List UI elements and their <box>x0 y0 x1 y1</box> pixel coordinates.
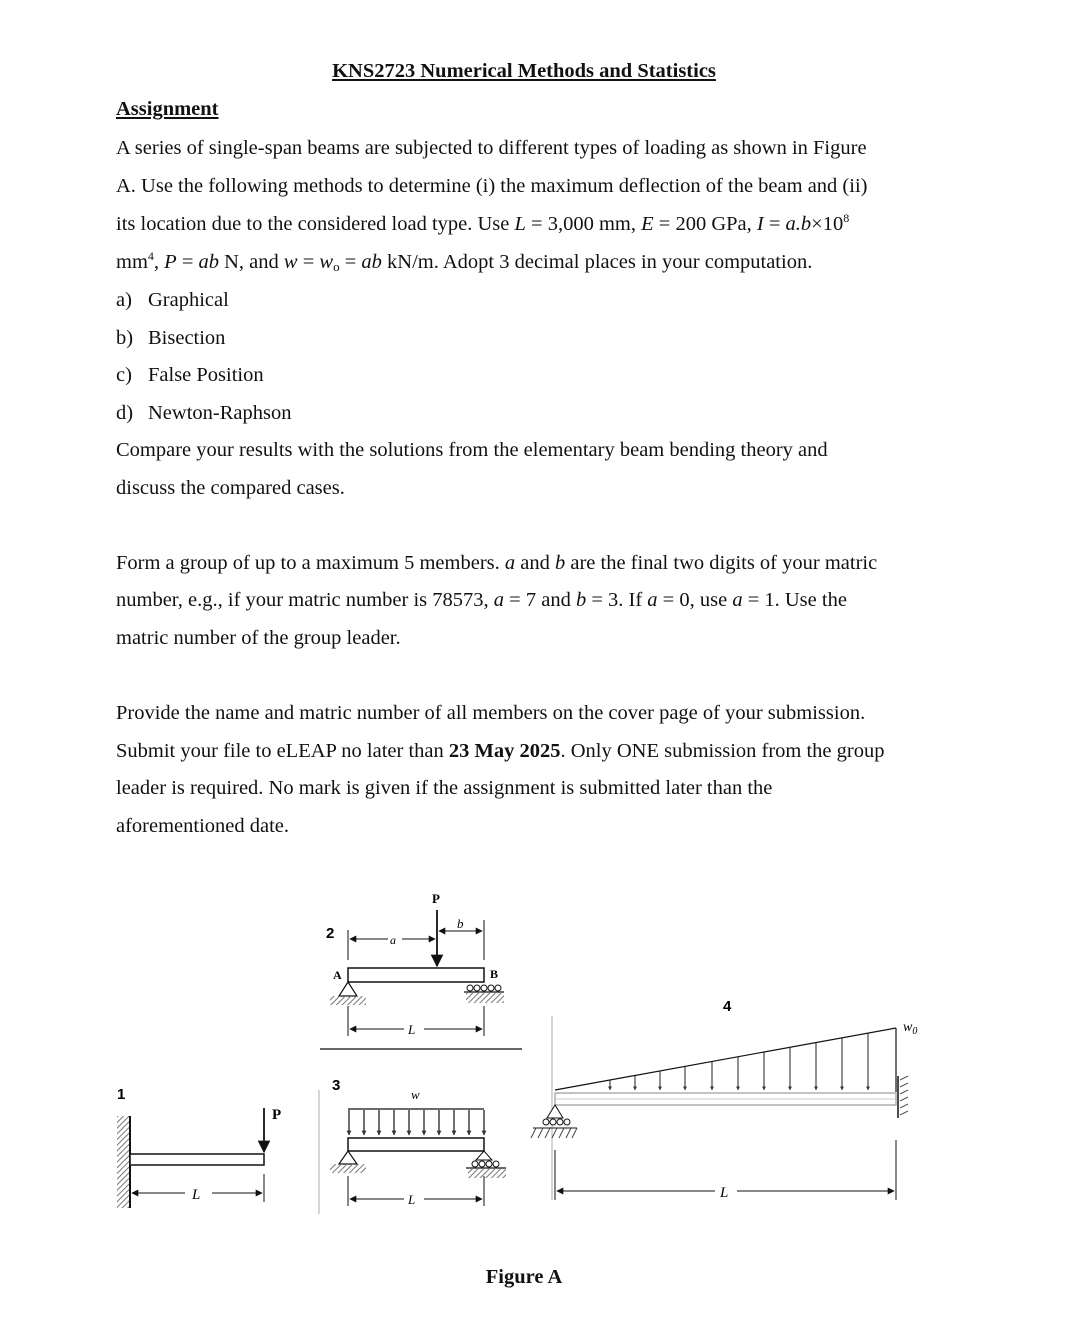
span-label: L <box>408 1022 416 1037</box>
load-subscript: 0 <box>912 1026 918 1037</box>
pin-roller-support <box>543 1105 570 1125</box>
dimension-a-label: a <box>390 933 396 947</box>
exponent: 8 <box>843 211 850 225</box>
text-run: . Only ONE submission from the group <box>560 740 885 762</box>
beam-case-3-uniform-load <box>330 1077 506 1207</box>
ground-hatch <box>531 1128 577 1138</box>
exponent: 4 <box>147 249 154 263</box>
due-date: 23 May 2025 <box>448 740 561 762</box>
beam <box>348 968 484 982</box>
text-run: mm <box>116 251 148 273</box>
beam-case-4-triangular-load <box>531 998 917 1201</box>
text-run: = 200 GPa, <box>653 213 757 235</box>
var-ab: a.b <box>785 213 812 235</box>
text-run: = 3,000 mm, <box>525 213 642 235</box>
load-label: P <box>432 891 440 906</box>
method-item-false-position <box>116 363 264 387</box>
subscript: o <box>333 259 340 274</box>
span-label: L <box>408 1192 416 1207</box>
paragraph-2-line-3: matric number of the group leader. <box>116 627 401 649</box>
text-run: = <box>339 251 362 273</box>
method-label: False Position <box>148 364 264 386</box>
text-run: its location due to the considered load type. Use <box>116 213 515 235</box>
method-item-bisection <box>116 326 225 350</box>
figure-a-beam-diagrams <box>0 880 1065 1240</box>
paragraph-3-line-3: leader is required. No mark is given if the assignment is submitted later than the <box>116 777 773 799</box>
load-label: P <box>272 1107 282 1123</box>
ground-hatch <box>330 1164 366 1173</box>
text-run: N, and <box>219 251 284 273</box>
roller-support <box>472 1151 499 1167</box>
support-a-label: A <box>333 968 342 982</box>
text-run: = 1. Use the <box>742 589 847 611</box>
list-marker: c) <box>116 364 132 386</box>
wall-hatch <box>900 1076 908 1115</box>
triangular-load-arrows <box>610 1033 868 1090</box>
var-a: a <box>493 589 505 611</box>
text-run: = 3. If <box>586 589 648 611</box>
text-run: , <box>153 251 165 273</box>
var-b: b <box>575 589 587 611</box>
paragraph-2-line-1 <box>116 551 877 575</box>
load-symbol: w <box>903 1020 913 1035</box>
beam <box>348 1138 484 1151</box>
document-title: KNS2723 Numerical Methods and Statistics <box>332 60 716 82</box>
paragraph-1-line-2: A. Use the following methods to determine (i) the maximum deflection of the beam and (ii) <box>116 175 868 197</box>
support-b-label: B <box>490 967 499 981</box>
var-a: a <box>732 589 743 611</box>
ground-hatch <box>466 993 504 1003</box>
text-run: kN/m. Adopt 3 decimal places in your computation. <box>381 251 813 273</box>
method-label: Bisection <box>148 327 226 349</box>
paragraph-1-line-4 <box>116 250 812 274</box>
var-a: a <box>504 552 516 574</box>
text-run: Form a group of up to a maximum 5 members. <box>116 552 505 574</box>
text-run: = <box>763 213 786 235</box>
text-run: ×10 <box>811 213 844 235</box>
text-run: = <box>297 251 320 273</box>
text-run: = <box>176 251 199 273</box>
method-label: Graphical <box>148 289 229 311</box>
list-marker: d) <box>116 402 134 424</box>
method-item-newton-raphson <box>116 401 291 425</box>
case-number: 1 <box>117 1086 126 1103</box>
ground-hatch <box>330 996 366 1005</box>
text-run: number, e.g., if your matric number is 78573, <box>116 589 494 611</box>
span-label: L <box>192 1187 201 1203</box>
var-b: b <box>554 552 566 574</box>
compare-line-1: Compare your results with the solutions from the elementary beam bending theory and <box>116 439 828 461</box>
text-run: and <box>515 552 555 574</box>
paragraph-1-line-3 <box>116 212 849 236</box>
var-ab: ab <box>198 251 219 273</box>
paragraph-3-line-4: aforementioned date. <box>116 815 290 837</box>
var-L: L <box>514 213 526 235</box>
figure-caption: Figure A <box>485 1266 563 1288</box>
list-marker: b) <box>116 327 134 349</box>
text-run: Submit your file to eLEAP no later than <box>116 740 449 762</box>
var-E: E <box>641 213 654 235</box>
text-run: = 7 and <box>504 589 576 611</box>
var-wo: w <box>319 251 334 273</box>
ground-hatch <box>468 1169 506 1178</box>
case-number: 3 <box>332 1077 341 1094</box>
var-I: I <box>756 213 764 235</box>
paragraph-2-line-2 <box>116 588 847 612</box>
span-label: L <box>720 1185 729 1201</box>
list-marker: a) <box>116 289 132 311</box>
load-label <box>903 1020 917 1037</box>
var-P: P <box>164 251 177 273</box>
roller-support <box>467 985 501 991</box>
text-run: are the final two digits of your matric <box>565 552 878 574</box>
paragraph-1-line-1: A series of single-span beams are subjected to different types of loading as shown in Figure <box>116 137 867 159</box>
dimension-b-label: b <box>457 916 464 931</box>
fixed-wall-support <box>117 1116 130 1208</box>
method-label: Newton-Raphson <box>148 402 292 424</box>
method-item-graphical <box>116 288 229 312</box>
beam-case-1-cantilever <box>117 1086 281 1208</box>
compare-line-2: discuss the compared cases. <box>116 477 345 499</box>
beam-case-2-point-load <box>326 891 504 1037</box>
udl-arrows <box>349 1110 484 1135</box>
beam <box>130 1154 264 1165</box>
case-number: 2 <box>326 925 335 942</box>
assignment-heading: Assignment <box>116 98 219 120</box>
text-run: = 0, use <box>657 589 733 611</box>
triangular-load-line <box>555 1028 896 1090</box>
paragraph-3-line-2 <box>116 739 884 763</box>
pin-support <box>339 1151 357 1164</box>
paragraph-3-line-1: Provide the name and matric number of all members on the cover page of your submission. <box>116 702 866 724</box>
var-a: a <box>647 589 658 611</box>
load-label: w <box>411 1087 420 1102</box>
case-number: 4 <box>723 998 732 1015</box>
pin-support <box>339 982 357 996</box>
var-w: w <box>283 251 298 273</box>
var-ab: ab <box>361 251 382 273</box>
